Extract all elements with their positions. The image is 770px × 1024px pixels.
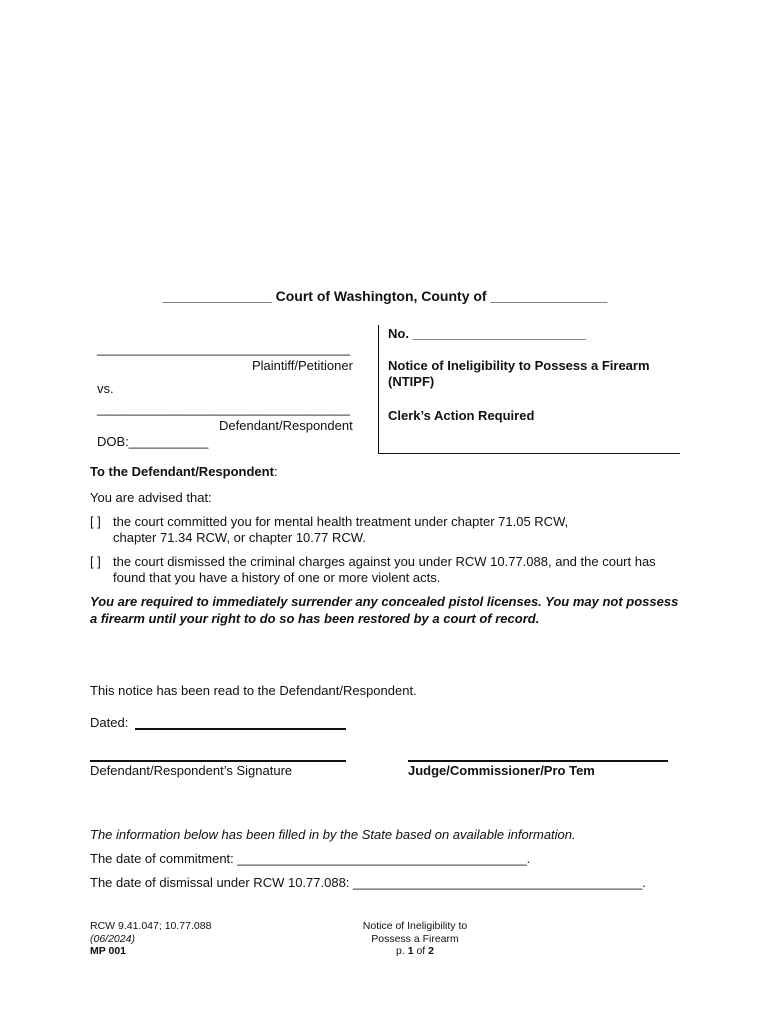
court-title: ______________ Court of Washington, County of _______________ bbox=[162, 288, 608, 304]
to-heading-text: To the Defendant/Respondent bbox=[90, 464, 274, 479]
item2-checkbox[interactable]: [ ] bbox=[90, 554, 101, 569]
footer-form-title-2: Possess a Firearm bbox=[371, 932, 459, 945]
warning-text: You are required to immediately surrender any concealed pistol licenses. You may not possess a firearm until your right to do so has been restored by a court of record. bbox=[90, 594, 679, 626]
case-number-field[interactable]: No. ________________________ bbox=[388, 326, 587, 341]
item1-text: the court committed you for mental health treatment under chapter 71.05 RCW, chapter 71.34 RCW, or chapter 10.77 RCW. bbox=[113, 514, 569, 545]
item1-checkbox[interactable]: [ ] bbox=[90, 514, 101, 529]
clerk-action-label: Clerk’s Action Required bbox=[388, 408, 535, 423]
list-item bbox=[90, 554, 670, 586]
notice-title-line1: Notice of Ineligibility to Possess a Firearm bbox=[388, 358, 650, 373]
dated-label: Dated: bbox=[90, 715, 129, 730]
page-total: 2 bbox=[428, 945, 434, 957]
footer-left bbox=[90, 920, 211, 958]
dob-field[interactable]: DOB:___________ bbox=[97, 434, 209, 449]
footer-version: (06/2024) bbox=[90, 932, 135, 945]
judge-signature-line[interactable] bbox=[408, 760, 668, 762]
item2-text: the court dismissed the criminal charges against you under RCW 10.77.088, and the court has found that you have a history of one or more violent acts. bbox=[113, 554, 656, 585]
to-heading bbox=[90, 464, 278, 479]
plaintiff-label: Plaintiff/Petitioner bbox=[252, 358, 353, 373]
commitment-date-field[interactable]: The date of commitment: ________________________________________. bbox=[90, 851, 531, 866]
vs-label: vs. bbox=[97, 381, 114, 396]
dismissal-date-field[interactable]: The date of dismissal under RCW 10.77.088: ________________________________________. bbox=[90, 875, 646, 890]
plaintiff-name-line[interactable]: ___________________________________ bbox=[97, 341, 351, 356]
defendant-label: Defendant/Respondent bbox=[219, 418, 353, 433]
caption-bottom-rule bbox=[378, 453, 680, 454]
state-info-text: The information below has been filled in by the State based on available information. bbox=[90, 827, 576, 842]
page-prefix: p. bbox=[396, 945, 408, 957]
defendant-signature-line[interactable] bbox=[90, 760, 346, 762]
page-num: 1 bbox=[407, 945, 414, 957]
to-heading-colon: : bbox=[273, 464, 278, 479]
caption-divider bbox=[378, 325, 379, 453]
notice-title-line2: (NTIPF) bbox=[388, 374, 435, 389]
dated-line[interactable] bbox=[135, 728, 346, 730]
notice-read-text: This notice has been read to the Defendant/Respondent. bbox=[90, 683, 417, 698]
footer-center bbox=[315, 920, 515, 958]
footer-rcw: RCW 9.41.047; 10.77.088 bbox=[90, 920, 212, 932]
judge-signature-label: Judge/Commissioner/Pro Tem bbox=[408, 763, 595, 778]
page-of: of bbox=[413, 945, 429, 957]
footer-form-title-1: Notice of Ineligibility to bbox=[362, 920, 468, 932]
advised-text: You are advised that: bbox=[90, 490, 212, 505]
defendant-name-line[interactable]: ___________________________________ bbox=[97, 401, 351, 416]
list-item bbox=[90, 514, 670, 546]
footer-form-id: MP 001 bbox=[90, 945, 126, 957]
defendant-signature-label: Defendant/Respondent’s Signature bbox=[90, 763, 293, 778]
footer-page-number bbox=[315, 945, 515, 958]
